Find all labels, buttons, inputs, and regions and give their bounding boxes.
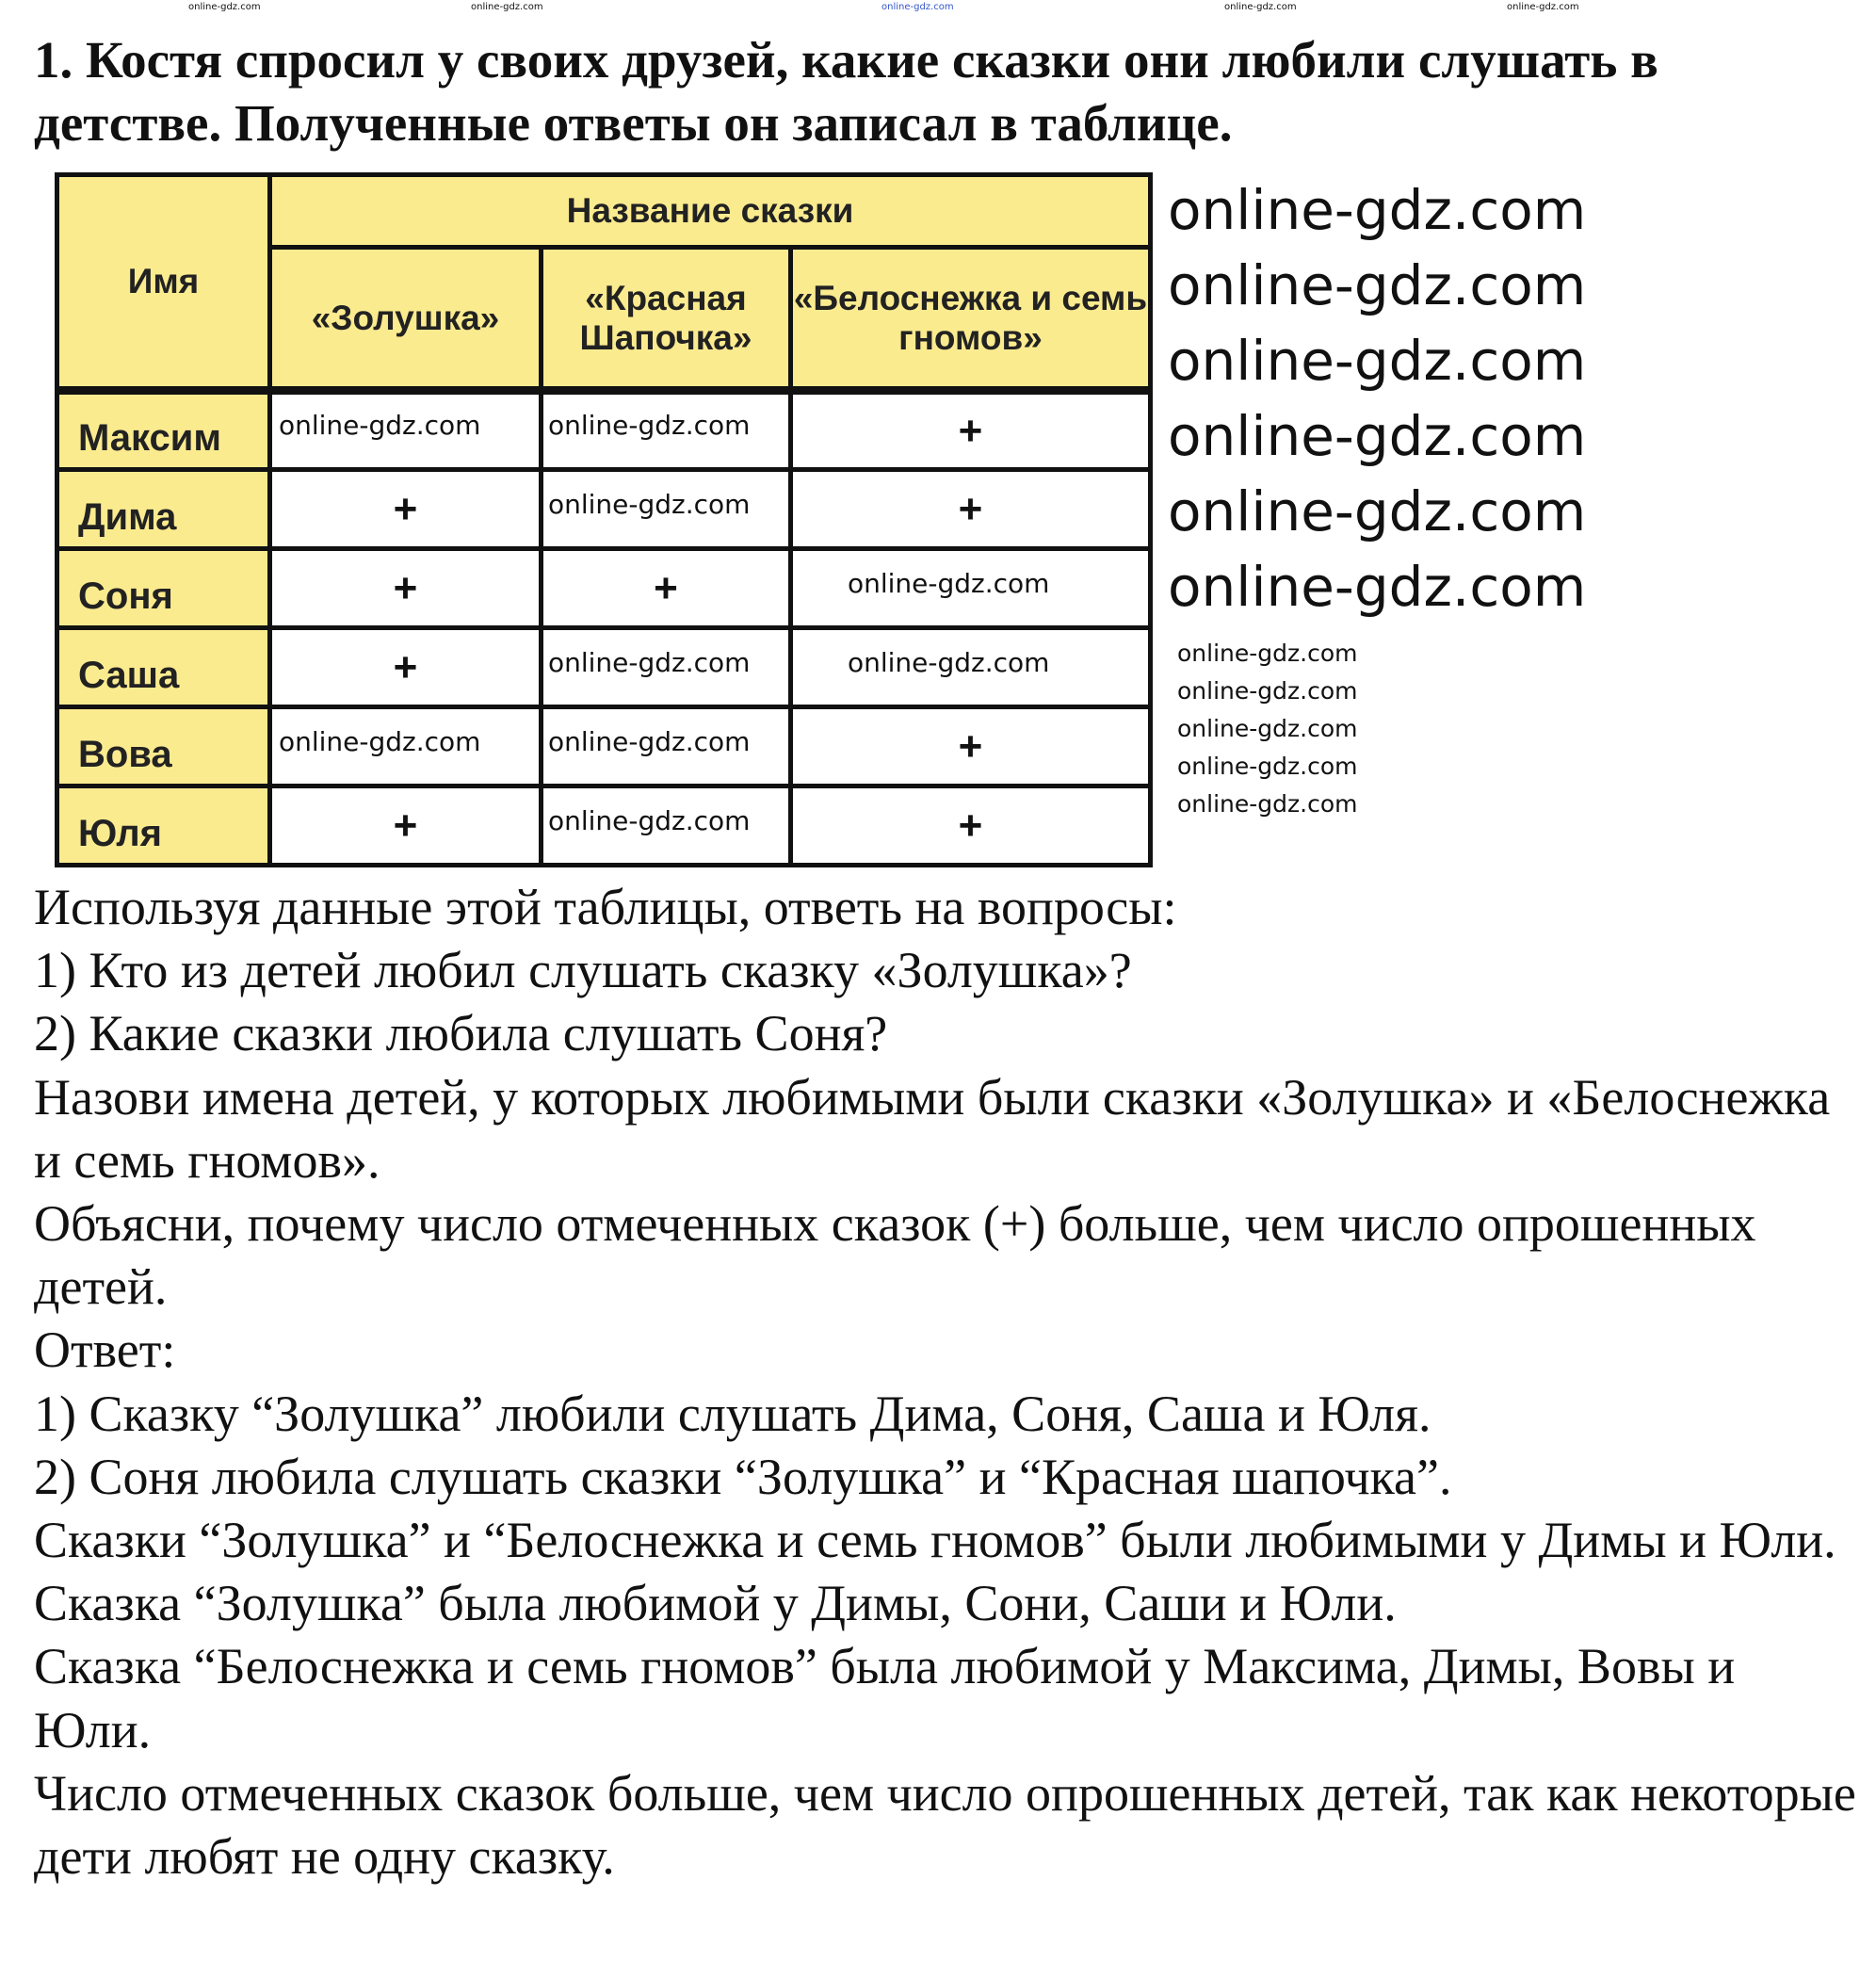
watermark: online-gdz.com — [1177, 640, 1358, 667]
watermark: online-gdz.com — [1168, 329, 1587, 393]
question: 1) Кто из детей любил слушать сказку «Золушка»? — [34, 942, 1132, 999]
child-name: Дима — [57, 470, 270, 549]
mark-cell: + — [270, 628, 542, 707]
watermark: online-gdz.com — [1177, 790, 1358, 818]
mark-cell: + — [791, 391, 1151, 470]
watermark: online-gdz.com — [1168, 479, 1587, 543]
column-header: «Белоснежка и семь гномов» — [791, 248, 1151, 391]
watermark: online-gdz.com — [279, 726, 481, 757]
mark-cell: + — [791, 470, 1151, 549]
task-title: 1. Костя спросил у своих друзей, какие сказки они любили слушать в детстве. Полученные ответы он записал в таблице. — [34, 31, 1658, 152]
mark-cell: + — [270, 786, 542, 866]
watermark: online-gdz.com — [1168, 404, 1587, 468]
answer-label: Ответ: — [34, 1321, 176, 1379]
answer: Число отмеченных сказок больше, чем число опрошенных детей, так как некоторые дети любят не одну сказку. — [34, 1764, 1856, 1886]
mark-cell: + — [270, 549, 542, 628]
watermark: online-gdz.com — [548, 805, 751, 836]
watermark: online-gdz.com — [1177, 753, 1358, 780]
watermark: online-gdz.com — [548, 489, 751, 520]
child-name: Юля — [57, 786, 270, 866]
child-name: Соня — [57, 549, 270, 628]
watermark: online-gdz.com — [1177, 677, 1358, 705]
watermark: online-gdz.com — [1168, 178, 1587, 242]
question: 2) Какие сказки любила слушать Соня? — [34, 1005, 888, 1062]
watermark: online-gdz.com — [548, 410, 751, 441]
child-name: Вова — [57, 707, 270, 786]
watermark: online-gdz.com — [1507, 2, 1579, 12]
watermark: online-gdz.com — [471, 2, 543, 12]
question-intro: Используя данные этой таблицы, ответь на вопросы: — [34, 879, 1177, 935]
question: Назови имена детей, у которых любимыми были сказки «Золушка» и «Белоснежка и семь гномов». — [34, 1068, 1831, 1189]
watermark: online-gdz.com — [1224, 2, 1297, 12]
child-name: Максим — [57, 391, 270, 470]
watermark: online-gdz.com — [848, 568, 1050, 599]
watermark: online-gdz.com — [279, 410, 481, 441]
mark-cell: + — [542, 549, 791, 628]
watermark: online-gdz.com — [1177, 715, 1358, 742]
watermark: online-gdz.com — [188, 2, 261, 12]
child-name: Саша — [57, 628, 270, 707]
watermark: online-gdz.com — [548, 647, 751, 678]
column-header: «Красная Шапочка» — [542, 248, 791, 391]
mark-cell: + — [270, 470, 542, 549]
column-header: «Золушка» — [270, 248, 542, 391]
mark-cell: + — [791, 707, 1151, 786]
answer: Сказки “Золушка” и “Белоснежка и семь гномов” были любимыми у Димы и Юли. — [34, 1512, 1836, 1569]
mark-cell: + — [791, 786, 1151, 866]
questions-and-answers — [34, 876, 1861, 1888]
answer: 2) Соня любила слушать сказки “Золушка” и “Красная шапочка”. — [34, 1448, 1452, 1505]
watermark: online-gdz.com — [1168, 555, 1587, 619]
watermark: online-gdz.com — [848, 647, 1050, 678]
watermark: online-gdz.com — [1168, 253, 1587, 317]
answer: 1) Сказку “Золушка” любили слушать Дима, Соня, Саша и Юля. — [34, 1385, 1431, 1442]
watermark: online-gdz.com — [881, 2, 954, 12]
name-header: Имя — [57, 175, 270, 391]
watermark: online-gdz.com — [548, 726, 751, 757]
answer: Сказка “Золушка” была любимой у Димы, Сони, Саши и Юли. — [34, 1575, 1397, 1632]
answer: Сказка “Белоснежка и семь гномов” была любимой у Максима, Димы, Вовы и Юли. — [34, 1638, 1736, 1758]
question: Объясни, почему число отмеченных сказок (+) больше, чем число опрошенных детей. — [34, 1195, 1756, 1316]
fairy-tale-header: Название сказки — [270, 175, 1151, 248]
